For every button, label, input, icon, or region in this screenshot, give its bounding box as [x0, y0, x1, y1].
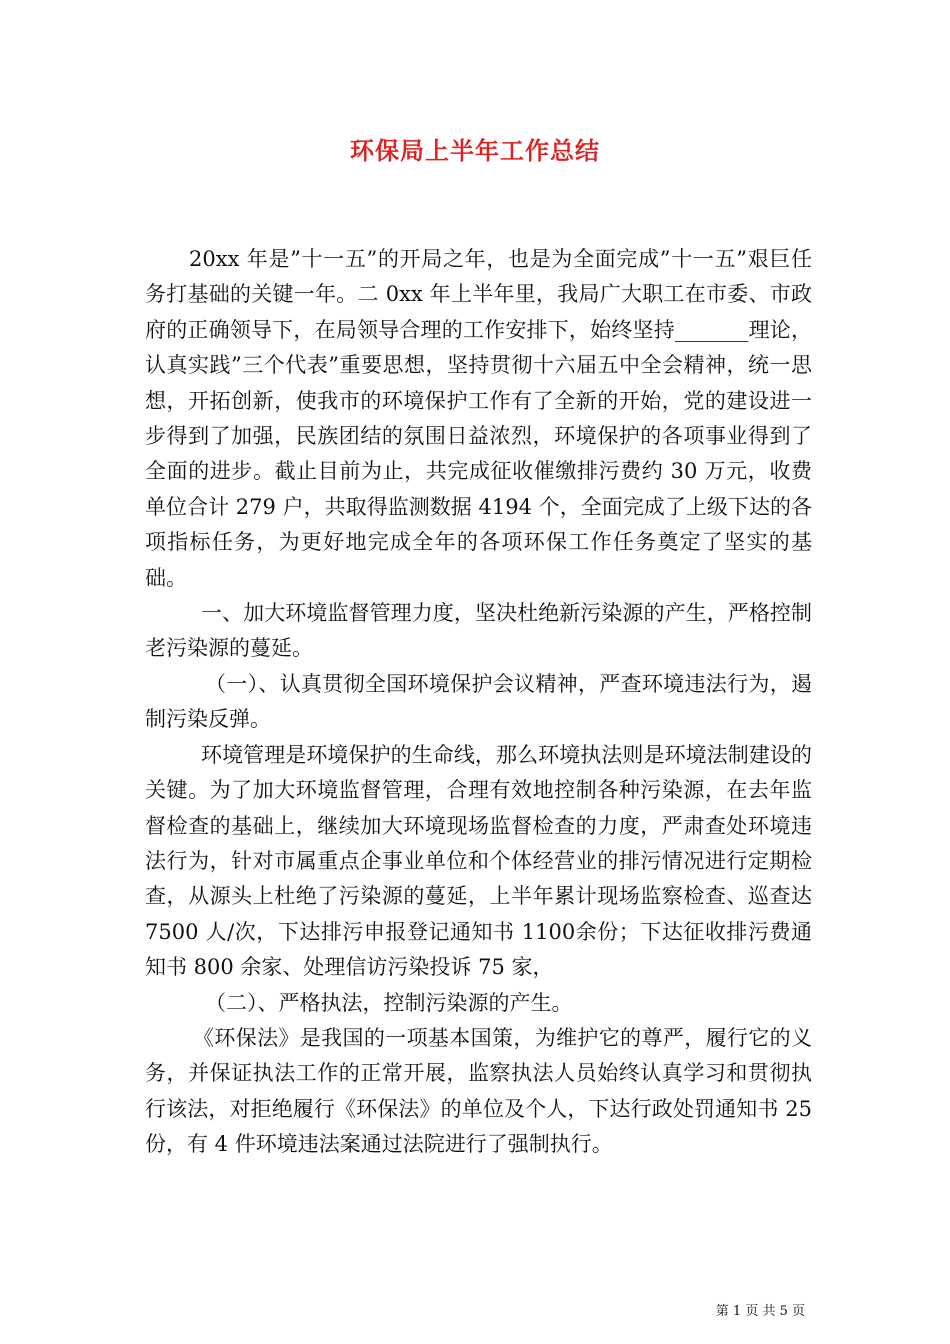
- paragraph-intro: 20xx 年是”十一五”的开局之年，也是为全面完成”十一五”艰巨任务打基础的关键一年。二 0xx 年上半年里，我局广大职工在市委、市政府的正确领导下，在局领导合理的工作安排下，始终坚持_______理论，认真实践”三个代表”重要思想，坚持贯彻十六届五中全会精神，统一思想，开拓创新，使我市的环境保护工作有了全新的开始，党的建设进一步得到了加强，民族团结的氛围日益浓烈，环境保护的各项事业得到了全面的进步。截止目前为止，共完成征收催缴排污费约 30 万元，收费单位合计 279 户，共取得监测数据 4194 个，全面完成了上级下达的各项指标任务，为更好地完成全年的各项环保工作任务奠定了坚实的基础。: [145, 247, 812, 590]
- page-number-footer: 第 1 页 共 5 页: [715, 1304, 805, 1319]
- subsection-heading-2: （二）、严格执法，控制污染源的产生。: [205, 990, 573, 1015]
- subsection-heading-1: （一）、认真贯彻全国环境保护会议精神，严查环境违法行为，遏制污染反弹。: [145, 671, 812, 732]
- document-title: 环保局上半年工作总结: [350, 136, 600, 165]
- paragraph-environment-management: 环境管理是环境保护的生命线，那么环境执法则是环境法制建设的关键。为了加大环境监督管理，合理有效地控制各种污染源，在去年监督检查的基础上，继续加大环境现场监督检查的力度，严肃查处环境违法行为，针对市属重点企事业单位和个体经营业的排污情况进行定期检查，从源头上杜绝了污染源的蔓延，上半年累计现场监察检查、巡查达 7500 人/次，下达排污申报登记通知书 1100余份；下达征收排污费通知书 800 余家、处理信访污染投诉 75 家，: [145, 742, 812, 980]
- section-heading-1: 一、加大环境监督管理力度，坚决杜绝新污染源的产生，严格控制老污染源的蔓延。: [145, 601, 812, 661]
- paragraph-environment-law: 《环保法》是我国的一项基本国策，为维护它的尊严，履行它的义务，并保证执法工作的正常开展，监察执法人员始终认真学习和贯彻执行该法，对拒绝履行《环保法》的单位及个人，下达行政处罚通知书 25 份，有 4 件环境违法案通过法院进行了强制执行。: [145, 1025, 812, 1157]
- document-body: [145, 242, 812, 1163]
